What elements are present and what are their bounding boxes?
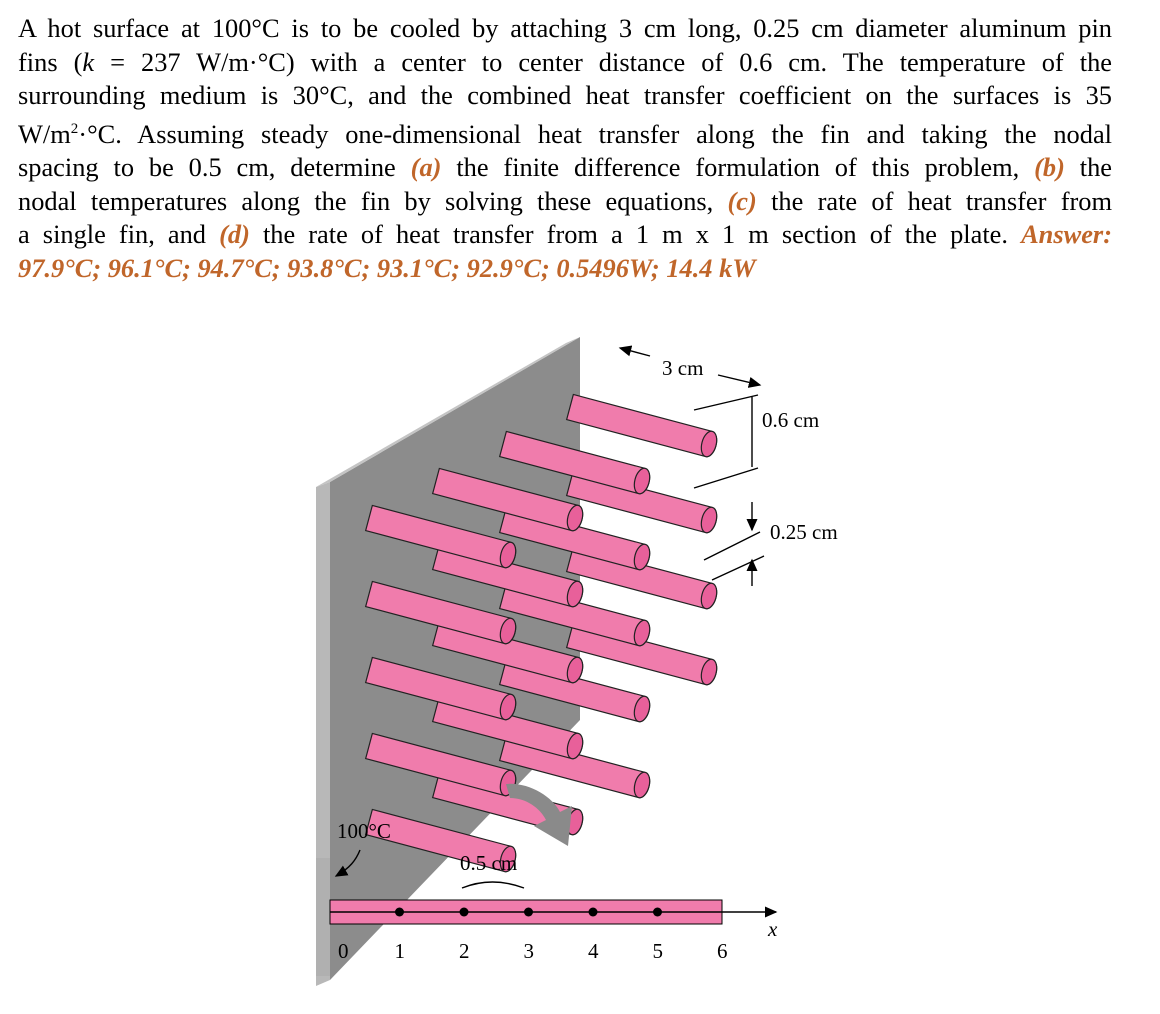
wall-section	[316, 858, 330, 976]
exponent: 2	[70, 120, 79, 137]
node-dot	[524, 908, 533, 917]
problem-text: surrounding medium is 30°C, and the combined heat transfer coefficient on the surfaces is 35	[18, 80, 1112, 111]
problem-text: = 237 W/m·°C) with a center to center distance of 0.6 cm. The temperature of the	[94, 46, 1112, 77]
node-number: 3	[523, 939, 534, 963]
part-b-marker: (b)	[1034, 152, 1065, 183]
node-number: 4	[588, 939, 599, 963]
pin-fin	[567, 394, 720, 458]
x-axis-label: x	[768, 917, 778, 941]
node-number: 1	[394, 939, 405, 963]
conductivity-symbol: k	[82, 46, 95, 77]
problem-text: fins (	[18, 46, 83, 77]
node-number: 5	[652, 939, 663, 963]
problem-text: spacing to be 0.5 cm, determine	[18, 152, 411, 183]
base-temperature-label: 100°C	[337, 819, 391, 843]
node-spacing-label: 0.5 cm	[460, 851, 518, 875]
part-c-marker: (c)	[727, 185, 757, 216]
node-dot	[653, 908, 662, 917]
part-a-marker: (a)	[410, 152, 442, 183]
node-number: 6	[717, 939, 728, 963]
node-number: 2	[459, 939, 470, 963]
problem-text: the	[1064, 152, 1113, 183]
problem-text: a single fin, and	[18, 219, 220, 250]
part-d-marker: (d)	[219, 219, 250, 250]
problem-text: the rate of heat transfer from	[756, 185, 1112, 216]
problem-text: the rate of heat transfer from a 1 m x 1 m section of the plate.	[249, 219, 1022, 250]
fin-body	[567, 394, 717, 456]
answer-label: Answer:	[1021, 219, 1112, 250]
problem-text: A hot surface at 100°C is to be cooled by attaching 3 cm long, 0.25 cm diameter aluminum pin	[18, 13, 1112, 43]
problem-text: W/m	[18, 118, 71, 149]
node-number: 0	[338, 939, 349, 963]
problem-text: the finite difference formulation of this problem,	[441, 152, 1035, 183]
spacing-label: 0.6 cm	[762, 408, 820, 432]
node-number-labels	[338, 939, 728, 963]
diameter-label: 0.25 cm	[770, 520, 838, 544]
length-label: 3 cm	[662, 356, 704, 380]
problem-text: nodal temperatures along the fin by solving these equations,	[18, 185, 728, 216]
problem-text: ·°C. Assuming steady one-dimensional heat transfer along the fin and taking the nodal	[78, 118, 1112, 149]
answer-values: 97.9°C; 96.1°C; 94.7°C; 93.8°C; 93.1°C; 92.9°C; 0.5496W; 14.4 kW	[18, 252, 756, 283]
node-spacing-brace	[462, 882, 524, 888]
node-dot	[460, 908, 469, 917]
node-dot	[395, 908, 404, 917]
node-dot	[589, 908, 598, 917]
